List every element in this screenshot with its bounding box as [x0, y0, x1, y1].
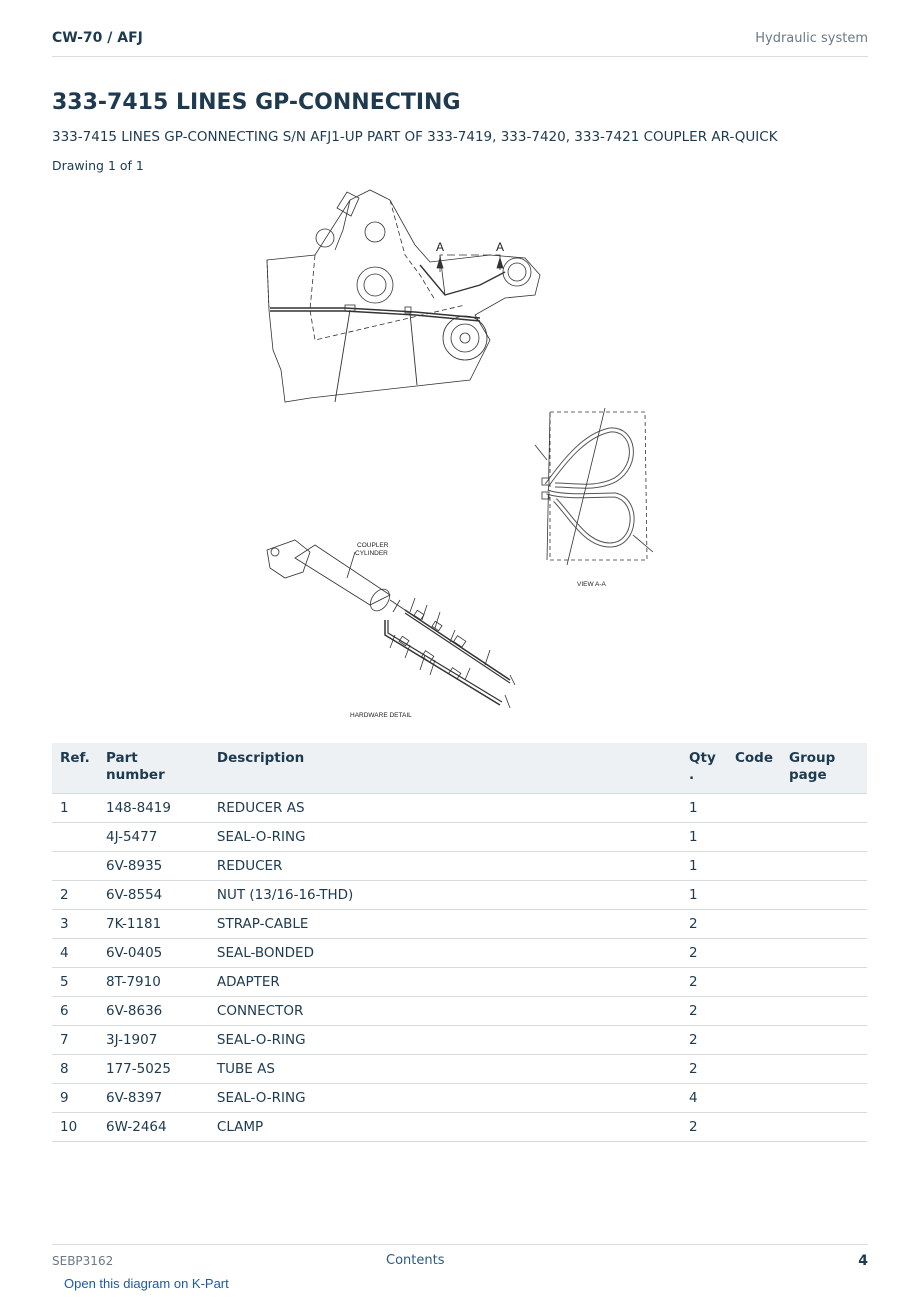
- description-cell: SEAL-O-RING: [209, 1084, 681, 1113]
- ref-cell: 8: [52, 1055, 98, 1084]
- ref-cell: 2: [52, 881, 98, 910]
- part-number-cell: 6V-8636: [98, 997, 209, 1026]
- table-row: [52, 910, 867, 939]
- description-cell: STRAP-CABLE: [209, 910, 681, 939]
- group-page-cell: [781, 997, 867, 1026]
- col-header-description: Description: [209, 743, 681, 794]
- table-row: [52, 881, 867, 910]
- part-number-cell: 6V-8554: [98, 881, 209, 910]
- description-cell: SEAL-BONDED: [209, 939, 681, 968]
- code-cell: [727, 1113, 781, 1142]
- ref-cell: 1: [52, 794, 98, 823]
- code-cell: [727, 881, 781, 910]
- hardware-detail-illustration: [267, 540, 515, 719]
- part-number-cell: 4J-5477: [98, 823, 209, 852]
- part-number-cell: 3J-1907: [98, 1026, 209, 1055]
- part-number-cell: 7K-1181: [98, 910, 209, 939]
- table-row: [52, 1113, 867, 1142]
- group-page-cell: [781, 852, 867, 881]
- description-cell: SEAL-O-RING: [209, 1026, 681, 1055]
- table-row: [52, 1055, 867, 1084]
- view-a-a-label: VIEW A-A: [577, 581, 606, 588]
- group-page-cell: [781, 968, 867, 997]
- open-kpart-link[interactable]: Open this diagram on K-Part: [64, 1276, 229, 1291]
- qty-cell: 2: [681, 968, 727, 997]
- qty-cell: 1: [681, 823, 727, 852]
- group-page-cell: [781, 881, 867, 910]
- page-footer: [52, 1244, 868, 1275]
- ref-cell: 3: [52, 910, 98, 939]
- page-header: [52, 28, 868, 57]
- description-cell: TUBE AS: [209, 1055, 681, 1084]
- ref-cell: 5: [52, 968, 98, 997]
- table-header-row: [52, 743, 867, 794]
- col-header-group-page: Group page: [781, 743, 867, 794]
- ref-cell: 10: [52, 1113, 98, 1142]
- qty-cell: 2: [681, 910, 727, 939]
- qty-cell: 2: [681, 1113, 727, 1142]
- drawing-count: Drawing 1 of 1: [52, 158, 144, 173]
- qty-cell: 1: [681, 881, 727, 910]
- table-row: [52, 823, 867, 852]
- col-header-part-number: Part number: [98, 743, 209, 794]
- group-page-cell: [781, 823, 867, 852]
- coupler-cylinder-label-1: COUPLER: [357, 542, 389, 549]
- section-label: Hydraulic system: [755, 31, 868, 46]
- code-cell: [727, 997, 781, 1026]
- ref-cell: 4: [52, 939, 98, 968]
- page-title: 333-7415 LINES GP-CONNECTING: [52, 90, 461, 115]
- page-number: 4: [858, 1253, 868, 1269]
- table-row: [52, 1026, 867, 1055]
- col-header-qty: Qty .: [681, 743, 727, 794]
- description-cell: REDUCER: [209, 852, 681, 881]
- section-marker-a-left: A: [436, 240, 445, 254]
- parts-table: [52, 743, 867, 1142]
- table-row: [52, 794, 867, 823]
- section-marker-a-right: A: [496, 240, 505, 254]
- part-number-cell: 6V-8397: [98, 1084, 209, 1113]
- contents-link[interactable]: Contents: [386, 1253, 445, 1268]
- code-cell: [727, 910, 781, 939]
- page-subtitle: 333-7415 LINES GP-CONNECTING S/N AFJ1-UP PART OF 333-7419, 333-7420, 333-7421 COUPLER AR-QUICK: [52, 129, 778, 145]
- model-label: CW-70 / AFJ: [52, 30, 143, 46]
- group-page-cell: [781, 1055, 867, 1084]
- ref-cell: 7: [52, 1026, 98, 1055]
- table-row: [52, 939, 867, 968]
- code-cell: [727, 1084, 781, 1113]
- description-cell: CONNECTOR: [209, 997, 681, 1026]
- code-cell: [727, 939, 781, 968]
- hardware-detail-label: HARDWARE DETAIL: [350, 712, 412, 719]
- ref-cell: 6: [52, 997, 98, 1026]
- description-cell: ADAPTER: [209, 968, 681, 997]
- ref-cell: [52, 823, 98, 852]
- group-page-cell: [781, 939, 867, 968]
- group-page-cell: [781, 1113, 867, 1142]
- document-id: SEBP3162: [52, 1254, 114, 1268]
- col-header-ref: Ref.: [52, 743, 98, 794]
- group-page-cell: [781, 1084, 867, 1113]
- table-row: [52, 968, 867, 997]
- code-cell: [727, 1026, 781, 1055]
- view-a-a-illustration: [535, 408, 653, 588]
- qty-cell: 1: [681, 852, 727, 881]
- qty-cell: 2: [681, 939, 727, 968]
- part-number-cell: 6V-0405: [98, 939, 209, 968]
- code-cell: [727, 823, 781, 852]
- code-cell: [727, 1055, 781, 1084]
- qty-cell: 1: [681, 794, 727, 823]
- part-number-cell: 148-8419: [98, 794, 209, 823]
- part-number-cell: 6V-8935: [98, 852, 209, 881]
- coupler-assembly-illustration: [267, 190, 540, 402]
- coupler-cylinder-label-2: CYLINDER: [355, 550, 388, 557]
- code-cell: [727, 968, 781, 997]
- parts-diagram: [255, 180, 675, 725]
- ref-cell: 9: [52, 1084, 98, 1113]
- qty-cell: 2: [681, 997, 727, 1026]
- qty-cell: 4: [681, 1084, 727, 1113]
- code-cell: [727, 852, 781, 881]
- table-row: [52, 997, 867, 1026]
- qty-cell: 2: [681, 1055, 727, 1084]
- group-page-cell: [781, 910, 867, 939]
- group-page-cell: [781, 1026, 867, 1055]
- code-cell: [727, 794, 781, 823]
- description-cell: REDUCER AS: [209, 794, 681, 823]
- part-number-cell: 8T-7910: [98, 968, 209, 997]
- part-number-cell: 177-5025: [98, 1055, 209, 1084]
- description-cell: CLAMP: [209, 1113, 681, 1142]
- qty-cell: 2: [681, 1026, 727, 1055]
- group-page-cell: [781, 794, 867, 823]
- table-row: [52, 1084, 867, 1113]
- description-cell: SEAL-O-RING: [209, 823, 681, 852]
- table-row: [52, 852, 867, 881]
- col-header-code: Code: [727, 743, 781, 794]
- description-cell: NUT (13/16-16-THD): [209, 881, 681, 910]
- ref-cell: [52, 852, 98, 881]
- part-number-cell: 6W-2464: [98, 1113, 209, 1142]
